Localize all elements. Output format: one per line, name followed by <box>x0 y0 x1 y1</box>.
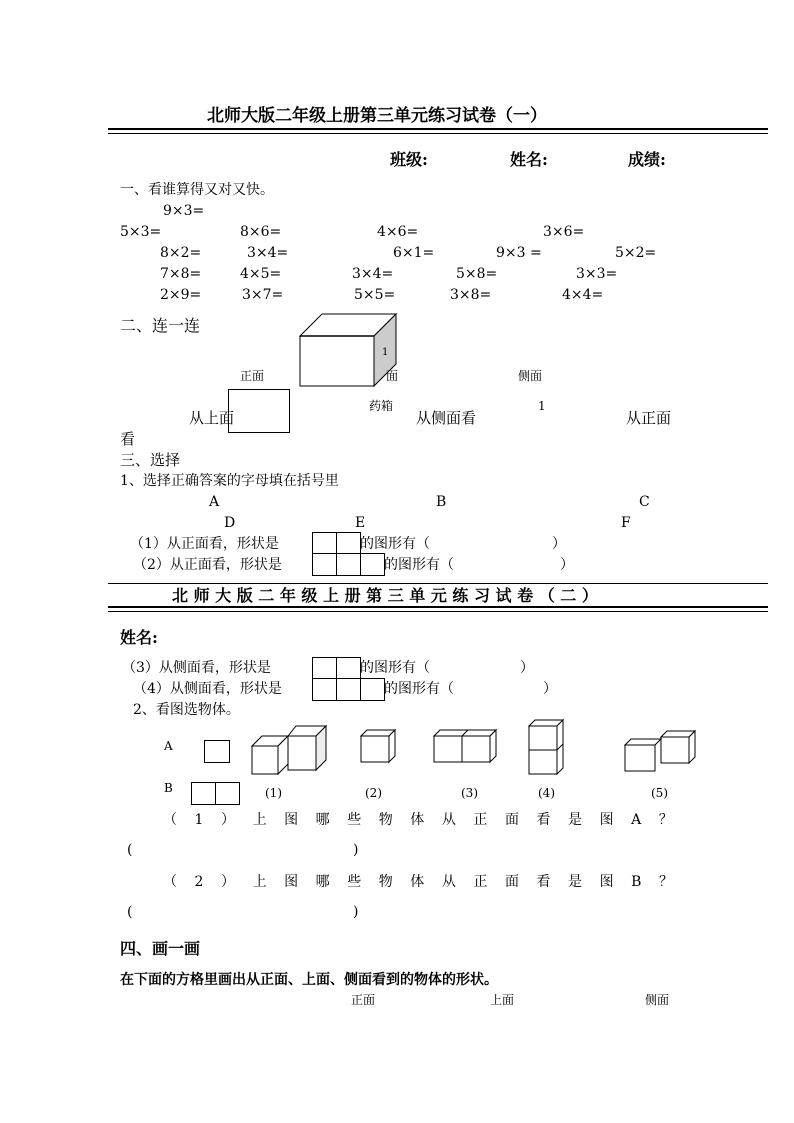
answer-1-close: ) <box>353 842 359 858</box>
question-1: （ 1 ） 上 图 哪 些 物 体 从 正 面 看 是 图 A ？ <box>163 812 673 828</box>
answer-2-open: ( <box>127 904 133 920</box>
title2-rule-thin <box>108 611 768 612</box>
calc-item: 6×1= <box>393 245 435 261</box>
calc-item: 3×8= <box>450 287 492 303</box>
shape-three-squares-2 <box>313 678 385 701</box>
section2-heading: 二、连一连 <box>120 316 201 335</box>
section4-instruction: 在下面的方格里画出从正面、上面、侧面看到的物体的形状。 <box>120 972 498 988</box>
calc-item: 9×3 = <box>496 245 542 261</box>
name-label: 姓名: <box>510 150 548 169</box>
calc-item: 4×5= <box>240 266 282 282</box>
fig-number-1: (1) <box>265 786 282 800</box>
cube-figure-3 <box>432 728 500 764</box>
look-text: 看 <box>120 430 136 448</box>
cube-figure-2 <box>359 728 399 764</box>
choice-item-3-prefix: （3）从侧面看，形状是 <box>122 660 271 676</box>
calc-item: 4×4= <box>562 287 604 303</box>
calc-item: 3×3= <box>576 266 618 282</box>
shape-two-squares <box>313 532 361 555</box>
title2-rule-thick <box>108 606 768 608</box>
calc-item: 9×3= <box>163 203 205 219</box>
fig-number-2: (2) <box>365 786 382 800</box>
choice-item-2-suffix: 的图形有（ <box>384 557 454 573</box>
calc-item: 5×5= <box>354 287 396 303</box>
calc-item: 4×6= <box>377 224 419 240</box>
label-side: 侧面 <box>518 369 543 383</box>
answer-1-open: ( <box>127 842 133 858</box>
page-title-2: 北 师 大 版 二 年 级 上 册 第 三 单 元 练 习 试 卷 （ 二 ） <box>172 586 598 605</box>
shape-two-squares-2 <box>313 657 361 680</box>
calc-item: 5×3= <box>120 224 162 240</box>
choice-item-3-close: ） <box>520 660 534 676</box>
section3-q2: 2、看图选物体。 <box>133 702 240 718</box>
label-front: 正面 <box>240 369 265 383</box>
section1-heading: 一、看谁算得又对又快。 <box>120 182 274 198</box>
calc-item: 3×7= <box>242 287 284 303</box>
draw-label-top: 上面 <box>490 993 515 1007</box>
fig-b-squares <box>192 782 240 805</box>
fig-number-5: (5) <box>651 786 668 800</box>
calc-item: 2×9= <box>160 287 202 303</box>
shape-three-squares <box>313 553 385 576</box>
label-fig-a: A <box>164 739 173 753</box>
choice-item-1-suffix: 的图形有（ <box>360 536 430 552</box>
cube-figure-5 <box>623 729 699 773</box>
section4-heading: 四、画一画 <box>120 939 201 958</box>
page-title-1: 北师大版二年级上册第三单元练习试卷（一） <box>207 106 547 126</box>
fig-number-3: (3) <box>461 786 478 800</box>
calc-item: 3×4= <box>247 245 289 261</box>
from-front-text: 从正面 <box>626 409 672 427</box>
name-label-2: 姓名: <box>120 628 158 647</box>
section3-q1: 1、选择正确答案的字母填在括号里 <box>120 473 339 489</box>
choice-item-1-prefix: （1）从正面看，形状是 <box>130 536 279 552</box>
section3-heading: 三、选择 <box>120 451 181 469</box>
calc-item: 8×2= <box>160 245 202 261</box>
top-view-rect <box>228 389 290 433</box>
calc-item: 3×6= <box>543 224 585 240</box>
draw-label-side: 侧面 <box>645 993 670 1007</box>
from-top-text: 从上面 <box>189 409 235 427</box>
calc-item: 8×6= <box>240 224 282 240</box>
letter-a: A <box>209 494 220 510</box>
from-side-text: 从侧面看 <box>416 409 477 427</box>
letter-f: F <box>621 515 631 531</box>
box-side-number: 1 <box>382 347 389 358</box>
choice-item-2-close: ） <box>560 557 574 573</box>
calc-item: 5×2= <box>615 245 657 261</box>
letter-e: E <box>355 515 366 531</box>
letter-b: B <box>436 494 447 510</box>
box-caption: 药箱 <box>369 399 394 413</box>
question-2: （ 2 ） 上 图 哪 些 物 体 从 正 面 看 是 图 B ？ <box>163 874 673 890</box>
label-fig-b: B <box>164 781 173 795</box>
choice-item-3-suffix: 的图形有（ <box>360 660 430 676</box>
title-rule-thin <box>108 133 768 134</box>
cube-figure-1 <box>250 722 330 777</box>
letter-d: D <box>224 515 236 531</box>
draw-label-front: 正面 <box>351 993 376 1007</box>
fig-a-square <box>204 740 230 763</box>
title2-rule-top <box>108 583 768 584</box>
fig-number-4: (4) <box>538 786 555 800</box>
choice-item-4-close: ） <box>543 681 557 697</box>
calc-item: 7×8= <box>160 266 202 282</box>
side-number: 1 <box>538 399 546 413</box>
letter-c: C <box>639 494 650 510</box>
calc-item: 5×8= <box>456 266 498 282</box>
title-rule-thick <box>108 128 768 130</box>
choice-item-2-prefix: （2）从正面看，形状是 <box>133 557 282 573</box>
cube-figure-4 <box>527 718 567 776</box>
label-mid: 面 <box>386 369 399 383</box>
choice-item-1-close: ） <box>552 536 566 552</box>
choice-item-4-suffix: 的图形有（ <box>384 681 454 697</box>
class-label: 班级: <box>390 150 428 169</box>
answer-2-close: ) <box>353 904 359 920</box>
score-label: 成绩: <box>628 150 666 169</box>
choice-item-4-prefix: （4）从侧面看，形状是 <box>133 681 282 697</box>
calc-item: 3×4= <box>352 266 394 282</box>
